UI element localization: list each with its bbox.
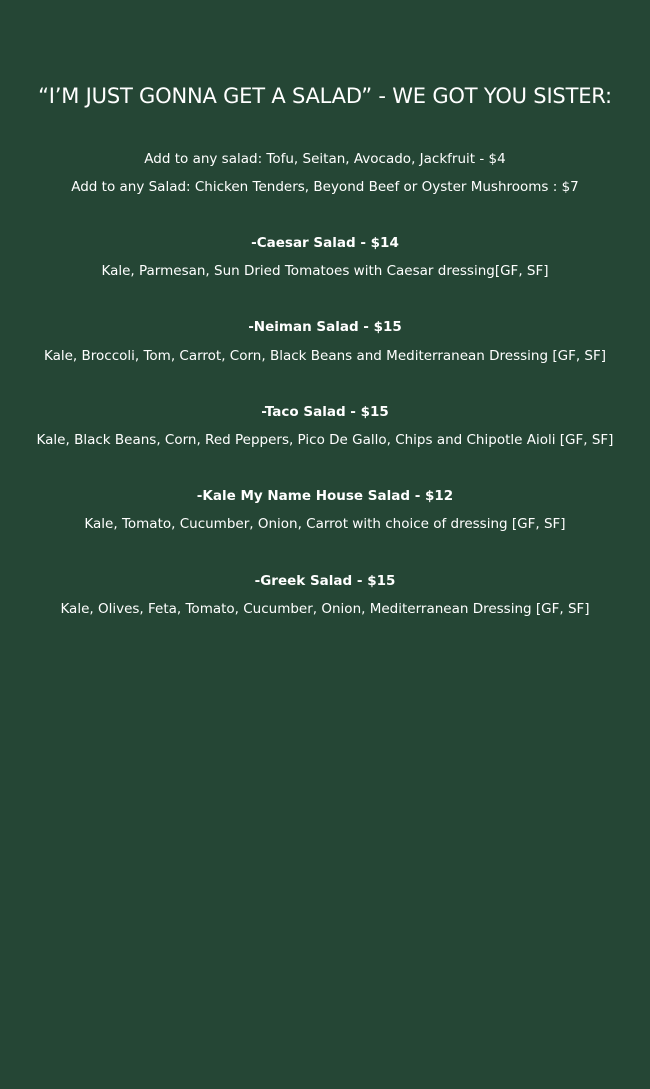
salad-description-caesar: Kale, Parmesan, Sun Dried Tomatoes with Caesar dressing[GF, SF] [101, 263, 549, 279]
salad-description-house: Kale, Tomato, Cucumber, Onion, Carrot with choice of dressing [GF, SF] [84, 516, 566, 532]
addon-line-2: Add to any Salad: Chicken Tenders, Beyond Beef or Oyster Mushrooms : $7 [71, 179, 579, 195]
salad-description-taco: Kale, Black Beans, Corn, Red Peppers, Pico De Gallo, Chips and Chipotle Aioli [GF, SF] [36, 432, 614, 448]
salad-title-neiman: -Neiman Salad - $15 [248, 319, 402, 335]
salad-description-greek: Kale, Olives, Feta, Tomato, Cucumber, Onion, Mediterranean Dressing [GF, SF] [60, 601, 590, 617]
addon-line-1: Add to any salad: Tofu, Seitan, Avocado, Jackfruit - $4 [144, 151, 506, 167]
salad-title-caesar: -Caesar Salad - $14 [251, 235, 399, 251]
salad-title-taco: -Taco Salad - $15 [261, 404, 389, 420]
menu-heading: “I’M JUST GONNA GET A SALAD” - WE GOT YOU SISTER: [38, 84, 612, 108]
salad-title-greek: -Greek Salad - $15 [254, 573, 396, 589]
salad-description-neiman: Kale, Broccoli, Tom, Carrot, Corn, Black Beans and Mediterranean Dressing [GF, SF] [43, 348, 607, 364]
salad-title-house: -Kale My Name House Salad - $12 [196, 488, 454, 504]
